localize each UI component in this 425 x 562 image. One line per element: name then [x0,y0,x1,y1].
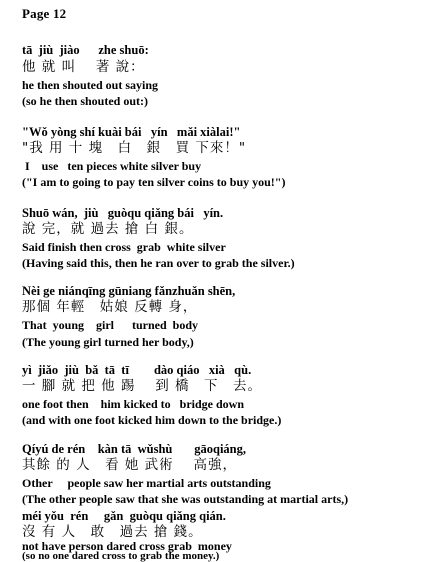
chinese-line: 那個 年輕 姑娘 反轉 身， [22,299,198,315]
chinese-line: 沒 有 人 敢 過去 搶 錢。 [22,524,203,540]
chinese-line: 其餘 的 人 看 她 武術 高強， [22,457,237,473]
translation-line: (so no one dared cross to grab the money.) [22,550,220,562]
pinyin-line: "Wǒ yòng shí kuài bái yín mǎi xiàlai!" [22,125,241,139]
gloss-line: he then shouted out saying [22,78,159,92]
gloss-line: one foot then him kicked to bridge down [22,397,245,411]
pinyin-line: Shuō wán, jiù guòqu qiǎng bái yín. [22,206,224,220]
chinese-line: 一 腳 就 把 他 踢 到 橋 下 去。 [22,378,263,394]
chinese-line: "我 用 十 塊 白 銀 買 下來！" [22,140,247,156]
gloss-line: I use ten pieces white silver buy [22,159,202,173]
pinyin-line: yì jiǎo jiù bǎ tā tī dào qiáo xià qù. [22,363,252,377]
translation-line: (The young girl turned her body,) [22,335,194,349]
pinyin-line: Qíyú de rén kàn tā wǔshù gāoqiáng, [22,442,247,456]
chinese-line: 他 就 叫 著 說： [22,59,145,75]
pinyin-line: tā jiù jiào zhe shuō: [22,43,149,57]
pinyin-line: méi yǒu rén gǎn guòqu qiǎng qián. [22,509,226,523]
chinese-line: 說 完，就 過去 搶 白 銀。 [22,221,194,237]
translation-line: ("I am to going to pay ten silver coins to buy you!") [22,175,286,189]
translation-line: (Having said this, then he ran over to grab the silver.) [22,256,295,270]
gloss-line: Other people saw her martial arts outstanding [22,476,271,490]
gloss-line: That young girl turned body [22,318,199,332]
gloss-line: not have person dared cross grab money [22,539,232,553]
translation-line: (The other people saw that she was outstanding at martial arts,) [22,492,349,506]
pinyin-line: Nèi ge niánqīng gūniang fǎnzhuǎn shēn, [22,284,236,298]
translation-line: (so he then shouted out:) [22,94,149,108]
translation-line: (and with one foot kicked him down to the bridge.) [22,413,282,427]
gloss-line: Said finish then cross grab white silver [22,240,226,254]
page-number: Page 12 [22,6,67,21]
